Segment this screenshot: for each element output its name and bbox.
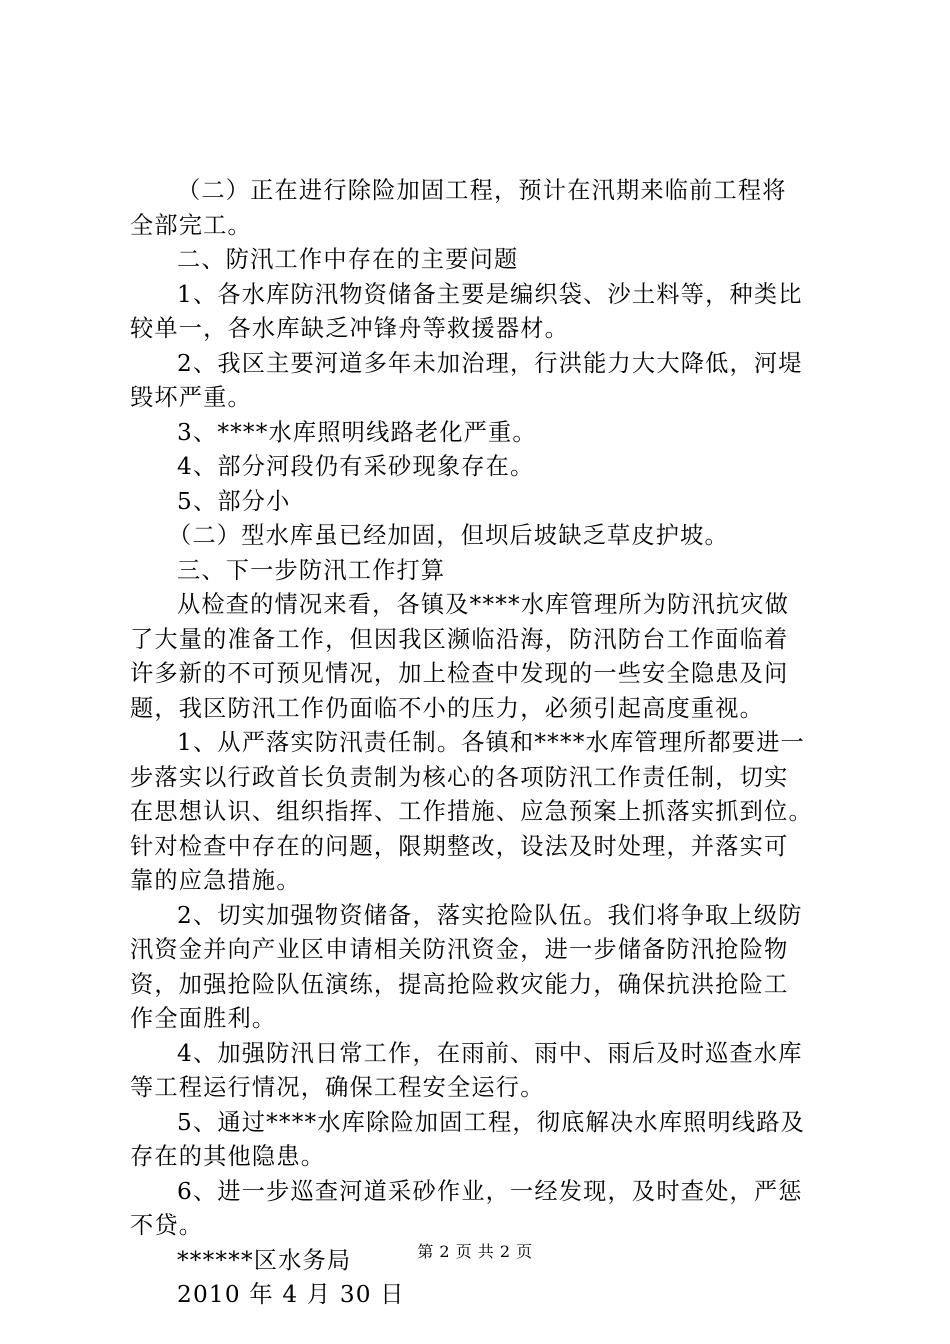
page-number-footer: 第 2 页 共 2 页 <box>417 1242 533 1261</box>
document-body <box>130 174 830 1313</box>
paragraph-line: 步落实以行政首长负责制为核心的各项防汛工作责任制，切实 <box>130 763 789 791</box>
paragraph-line: 2、切实加强物资储备，落实抢险队伍。我们将争取上级防 <box>177 901 803 929</box>
paragraph-line: 作全面胜利。 <box>130 1005 277 1032</box>
paragraph-line: 题，我区防汛工作仍面临不小的压力，必须引起高度重视。 <box>130 694 765 722</box>
paragraph-line: 毁坏严重。 <box>130 384 252 411</box>
paragraph-line: 1、各水库防汛物资储备主要是编织袋、沙土料等，种类比 <box>177 280 803 308</box>
paragraph-line: （二）正在进行除险加固工程，预计在汛期来临前工程将 <box>177 177 787 204</box>
paragraph-line: 等工程运行情况，确保工程安全运行。 <box>130 1074 545 1101</box>
paragraph-line: 在思想认识、组织指挥、工作措施、应急预案上抓落实抓到位。 <box>130 798 813 825</box>
paragraph-line: 5、部分小 <box>177 487 291 515</box>
paragraph-line: 存在的其他隐患。 <box>130 1143 326 1170</box>
paragraph-line: 针对检查中存在的问题，限期整改，设法及时处理，并落实可 <box>130 832 789 860</box>
paragraph-line: 不贷。 <box>130 1212 204 1239</box>
paragraph-line: 3、****水库照明线路老化严重。 <box>177 418 537 446</box>
paragraph-line: 资，加强抢险队伍演练，提高抢险救灾能力，确保抗洪抢险工 <box>130 970 789 998</box>
paragraph-line: 6、进一步巡查河道采砂作业，一经发现，及时查处，严惩 <box>177 1177 803 1205</box>
signature-organization: ******区水务局 <box>177 1246 352 1274</box>
paragraph-line: 许多新的不可预见情况，加上检查中发现的一些安全隐患及问 <box>130 660 789 687</box>
paragraph-line: 从检查的情况来看，各镇及****水库管理所为防汛抗灾做 <box>177 591 790 618</box>
paragraph-line: 2、我区主要河道多年未加治理，行洪能力大大降低，河堤 <box>177 349 803 377</box>
paragraph-line: 1、从严落实防汛责任制。各镇和****水库管理所都要进一 <box>177 729 806 756</box>
paragraph-line: 全部完工。 <box>130 211 252 239</box>
signature-date: 2010 年 4 月 30 日 <box>177 1281 405 1308</box>
section-heading: 二、防汛工作中存在的主要问题 <box>177 246 519 273</box>
paragraph-line: 较单一，各水库缺乏冲锋舟等救援器材。 <box>130 315 569 342</box>
paragraph-line: 4、部分河段仍有采砂现象存在。 <box>177 453 535 480</box>
paragraph-line: 靠的应急措施。 <box>130 867 301 894</box>
paragraph-line: （二）型水库虽已经加固，但坝后坡缺乏草皮护坡。 <box>168 522 729 549</box>
section-heading: 三、下一步防汛工作打算 <box>177 556 446 584</box>
paragraph-line: 了大量的准备工作，但因我区濒临沿海，防汛防台工作面临着 <box>130 625 789 653</box>
paragraph-line: 4、加强防汛日常工作，在雨前、雨中、雨后及时巡查水库 <box>177 1039 803 1067</box>
paragraph-line: 5、通过****水库除险加固工程，彻底解决水库照明线路及 <box>177 1108 806 1136</box>
paragraph-line: 汛资金并向产业区申请相关防汛资金，进一步储备防汛抢险物 <box>130 936 789 963</box>
